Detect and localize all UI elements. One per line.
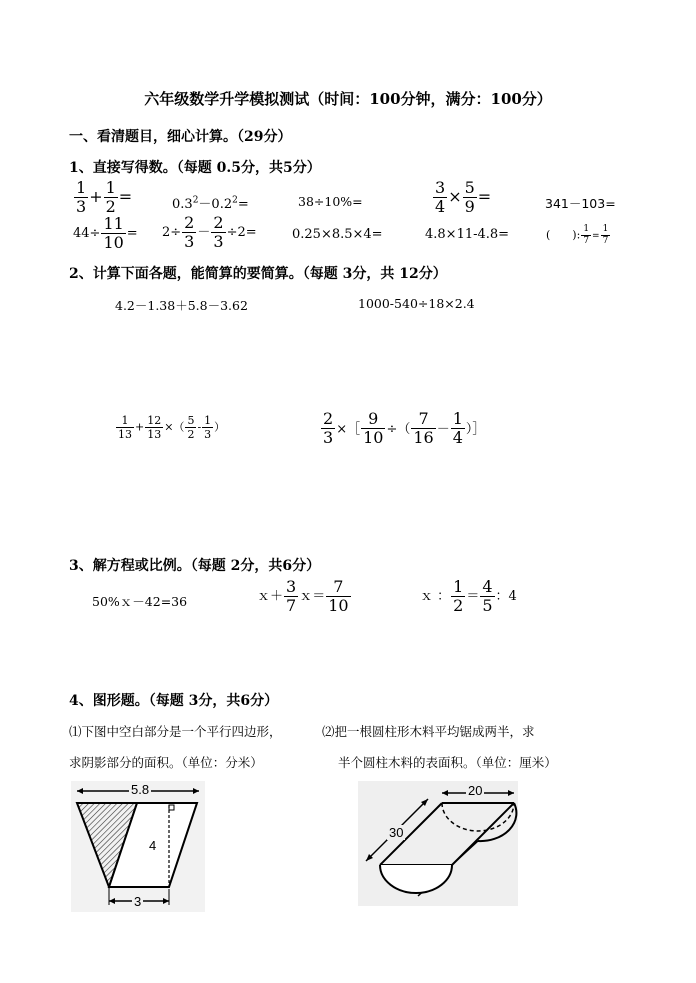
fig2-length-label: 30: [389, 825, 404, 840]
denominator: 3: [213, 232, 224, 251]
q1-item-6: [73, 216, 138, 251]
fig1-height-label: 4: [149, 838, 157, 853]
denominator: 7: [583, 236, 590, 246]
denominator: 2: [453, 596, 464, 615]
denominator: 2: [187, 428, 195, 441]
prefix: ｘ ：: [420, 589, 451, 604]
q1-item-7: [162, 215, 257, 250]
equals: =: [237, 197, 249, 212]
fig1-top-label: 5.8: [131, 782, 150, 797]
prefix: ｘ＋: [257, 589, 284, 604]
q1-item-10: [546, 225, 611, 246]
middle: ＝: [466, 589, 480, 604]
fig1-bottom-label: 3: [134, 894, 142, 909]
denominator: 13: [147, 428, 162, 441]
half-cylinder-figure: [358, 781, 518, 906]
numerator: 7: [418, 409, 429, 428]
denominator: 4: [435, 197, 446, 216]
q3-equation-2: [257, 579, 352, 614]
q3-equation-1: 50%ｘ－42=36: [92, 594, 188, 609]
base-a: 0.3: [172, 197, 193, 212]
numerator: 3: [435, 178, 446, 197]
q1-item-2: [172, 193, 249, 212]
denominator: 13: [118, 428, 132, 441]
numerator: 5: [464, 178, 475, 197]
q4-part1-line2: 求阴影部分的面积。（单位：分米）: [69, 755, 263, 770]
numerator: 4: [482, 577, 493, 596]
numerator: 2: [213, 213, 224, 232]
q1-item-9: 4.8×11-4.8=: [425, 227, 510, 242]
numerator: 1: [602, 224, 609, 234]
page-title: 六年级数学升学模拟测试（时间：100分钟，满分：100分）: [144, 90, 552, 108]
operator: -: [197, 420, 202, 434]
equals: =: [592, 231, 600, 242]
q2-expression-2: 1000-540÷18×2.4: [358, 296, 475, 311]
prefix: 2÷: [162, 225, 182, 240]
paren: ）］: [465, 422, 486, 437]
denominator: 3: [184, 232, 195, 251]
denominator: 7: [602, 236, 609, 246]
operator: ×（: [164, 420, 185, 434]
denominator: 10: [363, 428, 384, 447]
denominator: 5: [482, 596, 493, 615]
numerator: 1: [76, 178, 87, 197]
denominator: 16: [413, 428, 434, 447]
operator: ÷（: [386, 422, 411, 437]
numerator: 2: [184, 213, 195, 232]
denominator: 3: [76, 197, 87, 216]
paren: ）: [214, 420, 226, 434]
q4-heading: 4、图形题。（每题 3分，共6分）: [69, 693, 279, 709]
denominator: 2: [105, 197, 116, 216]
parallelogram-figure: [71, 781, 205, 912]
q4-part1-line1: ⑴下图中空白部分是一个平行四边形，: [69, 724, 282, 739]
operator: －: [436, 422, 450, 437]
prefix: 44÷: [73, 226, 101, 241]
q4-part2-line1: ⑵把一根圆柱形木料平均锯成两半，求: [322, 724, 535, 739]
operator: ×［: [336, 422, 361, 437]
numerator: 2: [323, 409, 334, 428]
numerator: 12: [147, 414, 162, 427]
q2-expression-4: [320, 411, 485, 446]
blank: ( ): [546, 228, 577, 242]
equals: =: [126, 226, 138, 241]
operator: +: [89, 187, 103, 206]
q1-item-4: [432, 180, 491, 215]
middle: ｘ＝: [299, 589, 326, 604]
numerator: 1: [204, 414, 212, 427]
exponent: 2: [232, 195, 238, 206]
numerator: 11: [103, 214, 124, 233]
numerator: 9: [368, 409, 379, 428]
suffix: ÷2=: [226, 225, 257, 240]
operator: －: [197, 225, 211, 240]
numerator: 1: [452, 409, 463, 428]
fig2-top-label: 20: [468, 783, 483, 798]
operator: －0.2: [198, 197, 233, 212]
q1-item-1: [73, 180, 132, 215]
q1-item-8: 0.25×8.5×4=: [292, 227, 383, 242]
q1-item-3: 38÷10%=: [298, 194, 363, 209]
numerator: 1: [121, 414, 129, 427]
denominator: 4: [452, 428, 463, 447]
equals: =: [118, 187, 133, 206]
exponent: 2: [192, 195, 199, 206]
numerator: 1: [583, 224, 590, 234]
numerator: 5: [187, 414, 195, 427]
equals: =: [477, 187, 492, 206]
denominator: 10: [103, 233, 124, 252]
suffix: ：4: [495, 589, 517, 604]
q2-expression-1: 4.2－1.38＋5.8－3.62: [115, 298, 248, 313]
q1-heading: 1、直接写得数。（每题 0.5分，共5分）: [69, 160, 321, 176]
section-heading: 一、看清题目，细心计算。（29分）: [69, 129, 292, 145]
operator: ×: [448, 187, 462, 206]
numerator: 1: [453, 577, 464, 596]
operator: +: [135, 420, 145, 434]
numerator: 3: [286, 577, 297, 596]
denominator: 7: [286, 596, 297, 615]
numerator: 7: [333, 577, 344, 596]
numerator: 1: [105, 178, 116, 197]
q3-heading: 3、解方程或比例。（每题 2分，共6分）: [69, 558, 321, 574]
denominator: 3: [204, 428, 212, 441]
denominator: 3: [323, 428, 334, 447]
q3-equation-3: [420, 579, 517, 614]
q1-item-5: 341－103=: [545, 196, 616, 211]
denominator: 10: [328, 596, 349, 615]
colon: :: [576, 228, 581, 242]
q2-expression-3: [115, 415, 225, 440]
denominator: 9: [464, 197, 475, 216]
q2-heading: 2、计算下面各题，能简算的要简算。（每题 3分，共 12分）: [69, 266, 447, 282]
q4-part2-line2: 半个圆柱木料的表面积。（单位：厘米）: [338, 755, 557, 770]
